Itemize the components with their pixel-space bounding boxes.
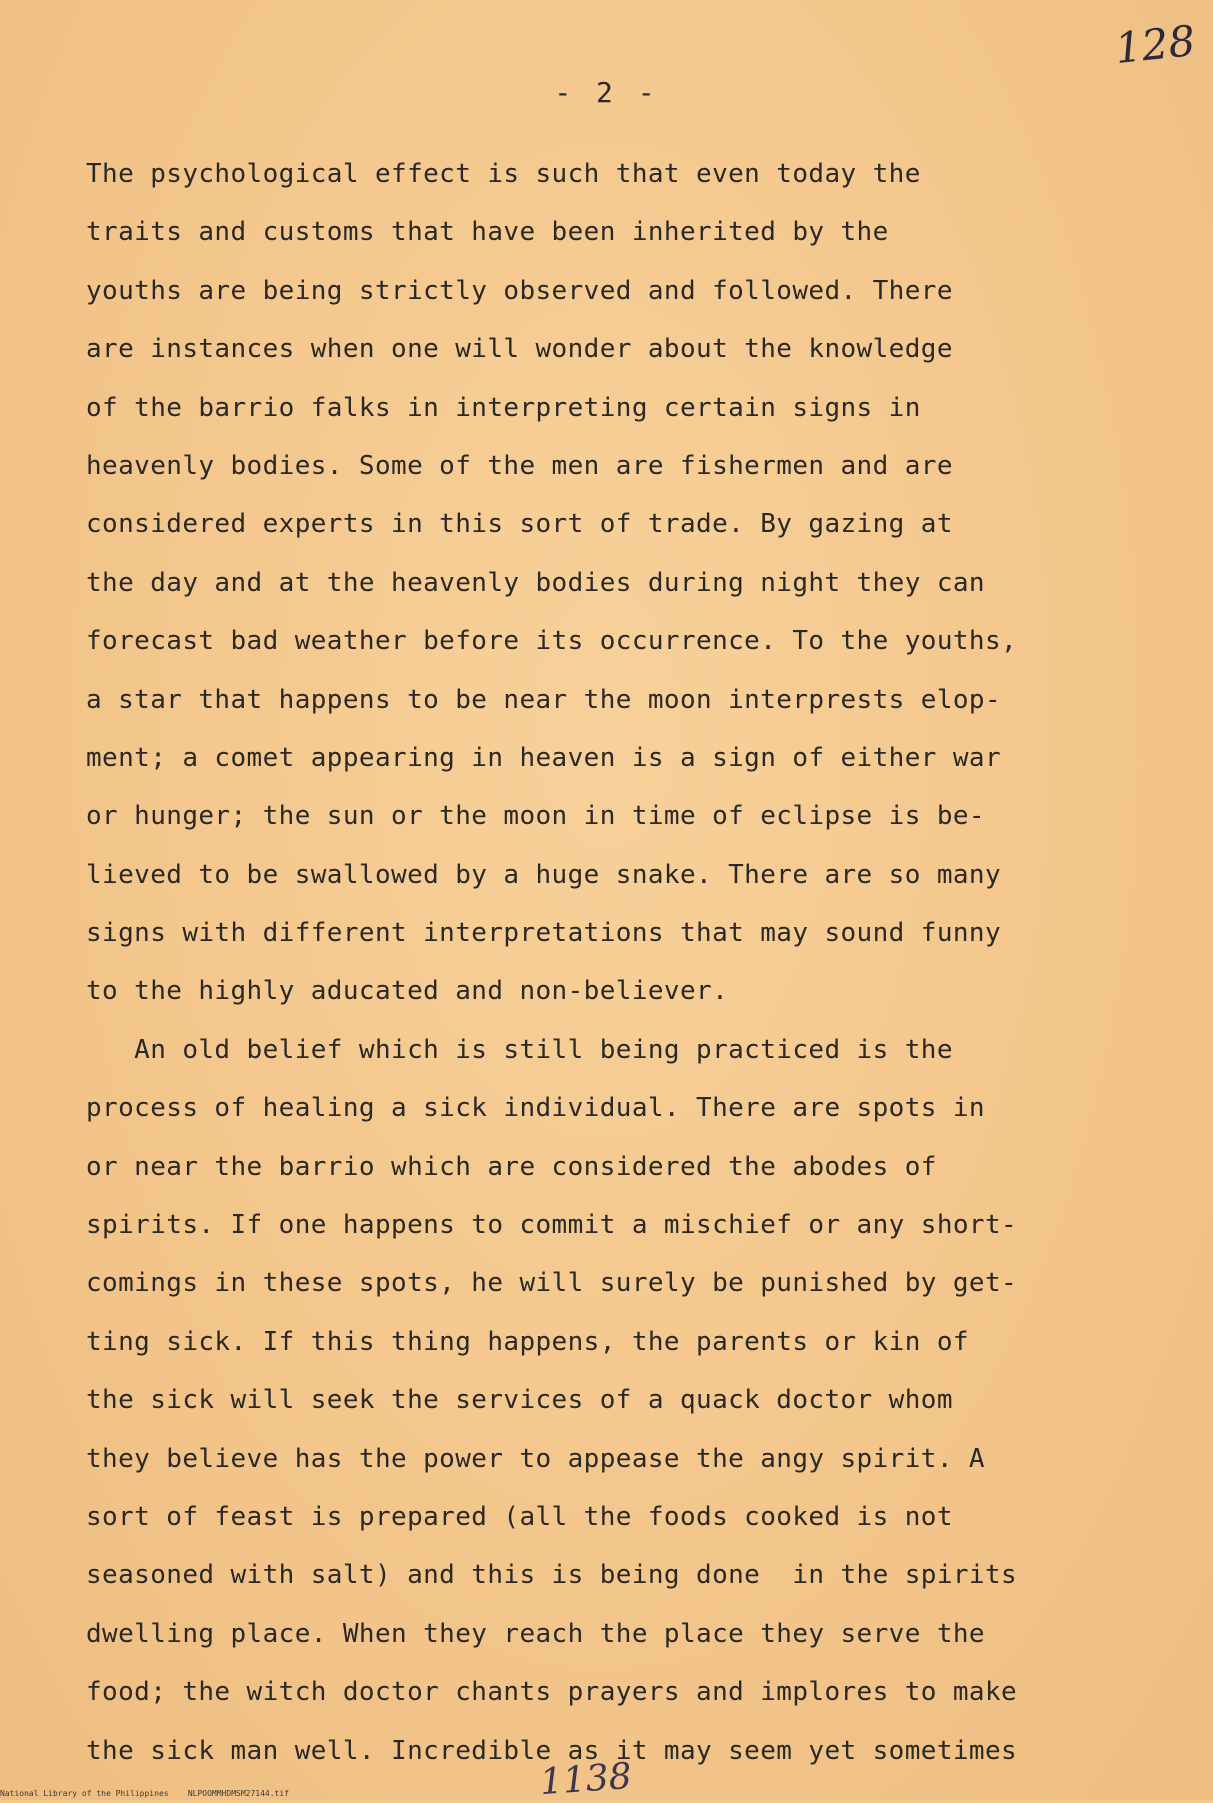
text-line: to the highly aducated and non-believer. [86, 976, 729, 1007]
text-line: the day and at the heavenly bodies during night they can [86, 567, 985, 598]
text-line: process of healing a sick individual. There are spots in [86, 1093, 985, 1124]
text-line: signs with different interpretations that may sound funny [86, 918, 1002, 949]
footer-source: National Library of the Philippines NLPOOMMHDMSM27144.tif [0, 1789, 289, 1798]
body-text [86, 156, 1196, 1791]
text-line: considered experts in this sort of trade. By gazing at [86, 509, 953, 540]
text-line: of the barrio falks in interpreting certain signs in [86, 392, 921, 423]
text-line: lieved to be swallowed by a huge snake. There are so many [86, 859, 1002, 890]
text-line: a star that happens to be near the moon interprests elop- [86, 684, 1002, 715]
text-line: spirits. If one happens to commit a mischief or any short- [86, 1210, 1018, 1241]
text-line: seasoned with salt) and this is being done in the spirits [86, 1560, 1018, 1591]
text-line: An old belief which is still being practiced is the [86, 1034, 953, 1065]
text-line: comings in these spots, he will surely be punished by get- [86, 1268, 1018, 1299]
text-line: heavenly bodies. Some of the men are fishermen and are [86, 450, 953, 481]
text-line: food; the witch doctor chants prayers and implores to make [86, 1677, 1018, 1708]
text-line: they believe has the power to appease the angy spirit. A [86, 1443, 985, 1474]
text-line: youths are being strictly observed and followed. There [86, 275, 953, 306]
text-line: the sick will seek the services of a quack doctor whom [86, 1385, 953, 1416]
text-line: or near the barrio which are considered the abodes of [86, 1151, 937, 1182]
text-line: forecast bad weather before its occurrence. To the youths, [86, 626, 1018, 657]
text-line: the sick man well. Incredible as it may seem yet sometimes [86, 1735, 1018, 1766]
page-number: - 2 - [554, 76, 659, 109]
text-line: dwelling place. When they reach the place they serve the [86, 1618, 985, 1649]
text-line: ting sick. If this thing happens, the parents or kin of [86, 1326, 969, 1357]
folio-number: 128 [1112, 15, 1198, 74]
handwritten-page-number: 1138 [538, 1755, 633, 1803]
text-line: traits and customs that have been inherited by the [86, 217, 889, 248]
text-line: The psychological effect is such that even today the [86, 159, 921, 189]
text-line: ment; a comet appearing in heaven is a sign of either war [86, 742, 1002, 773]
text-line: or hunger; the sun or the moon in time of eclipse is be- [86, 801, 985, 832]
text-line: are instances when one will wonder about the knowledge [86, 334, 953, 365]
text-line: sort of feast is prepared (all the foods cooked is not [86, 1501, 953, 1532]
